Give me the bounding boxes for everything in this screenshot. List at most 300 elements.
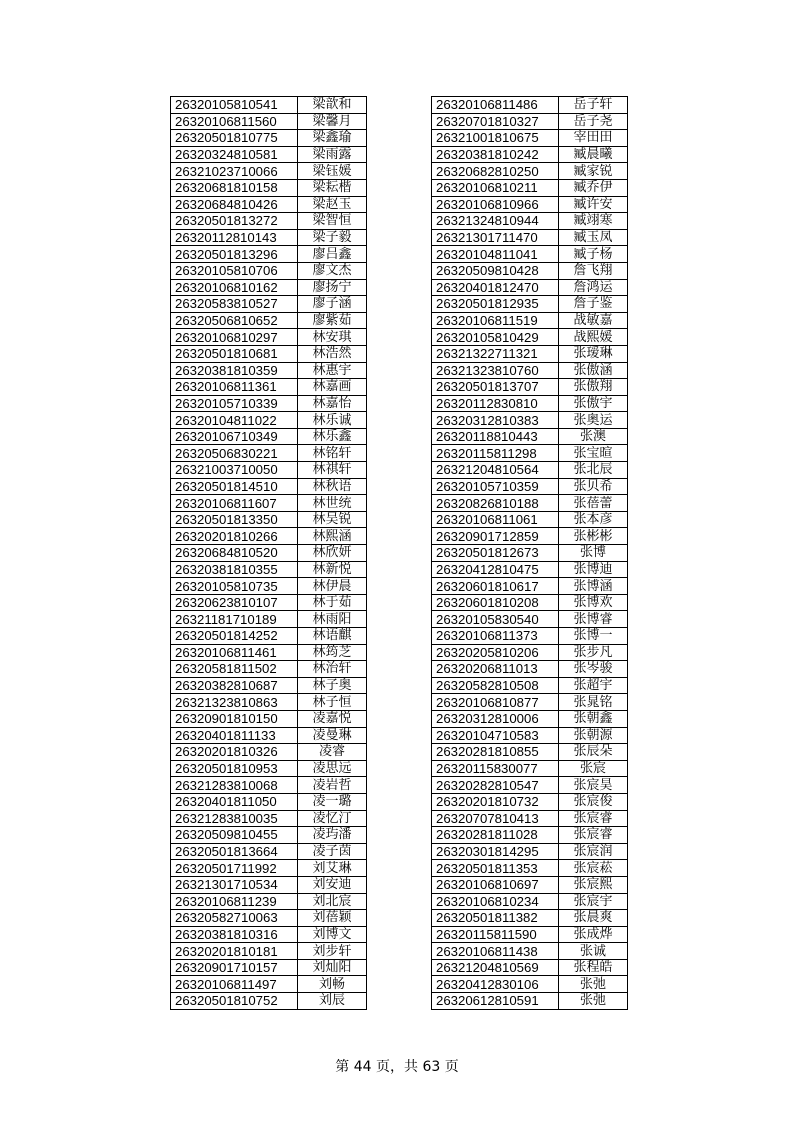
student-name-cell: 刘辰 — [298, 993, 367, 1010]
student-name-cell: 梁智恒 — [298, 213, 367, 230]
student-name-cell: 张傲涵 — [559, 362, 628, 379]
student-name-cell: 岳子尧 — [559, 113, 628, 130]
table-row — [432, 827, 628, 844]
student-name-cell: 张弛 — [559, 993, 628, 1010]
student-name-cell: 林于茹 — [298, 594, 367, 611]
exam-number-cell: 26320115830077 — [432, 760, 559, 777]
exam-number-cell: 26321204810564 — [432, 462, 559, 479]
table-row — [432, 959, 628, 976]
table-row — [432, 710, 628, 727]
exam-number-cell: 26320106811519 — [432, 312, 559, 329]
student-name-cell: 林吴锐 — [298, 511, 367, 528]
exam-number-cell: 26320412830106 — [432, 976, 559, 993]
table-row — [171, 379, 367, 396]
exam-number-cell: 26320105810429 — [432, 329, 559, 346]
table-row — [432, 462, 628, 479]
table-row — [171, 528, 367, 545]
exam-number-cell: 26320301814295 — [432, 843, 559, 860]
exam-number-cell: 26321181710189 — [171, 611, 298, 628]
student-name-cell: 张宸 — [559, 760, 628, 777]
table-row — [432, 312, 628, 329]
exam-number-cell: 26320501812935 — [432, 296, 559, 313]
table-row — [171, 213, 367, 230]
student-name-cell: 臧许安 — [559, 196, 628, 213]
exam-number-cell: 26320501813707 — [432, 379, 559, 396]
table-row — [171, 594, 367, 611]
exam-number-cell: 26320501813350 — [171, 511, 298, 528]
exam-number-cell: 26320501810752 — [171, 993, 298, 1010]
table-row — [171, 843, 367, 860]
table-row — [432, 395, 628, 412]
table-row — [432, 561, 628, 578]
table-row — [171, 511, 367, 528]
table-row — [432, 213, 628, 230]
student-name-cell: 张晁铭 — [559, 694, 628, 711]
table-row — [171, 345, 367, 362]
student-name-cell: 林雨阳 — [298, 611, 367, 628]
table-row — [432, 644, 628, 661]
exam-number-cell: 26320106810877 — [432, 694, 559, 711]
exam-number-cell: 26320509810428 — [432, 262, 559, 279]
exam-number-cell: 26320501814252 — [171, 628, 298, 645]
table-row — [432, 262, 628, 279]
student-name-cell: 张超宇 — [559, 677, 628, 694]
table-row — [171, 312, 367, 329]
table-row — [171, 578, 367, 595]
student-name-cell: 张澳 — [559, 428, 628, 445]
table-row — [432, 412, 628, 429]
exam-number-cell: 26321283810068 — [171, 777, 298, 794]
exam-number-cell: 26320501711992 — [171, 860, 298, 877]
exam-number-cell: 26320506830221 — [171, 445, 298, 462]
exam-number-cell: 26320106710349 — [171, 428, 298, 445]
exam-number-cell: 26320104811041 — [432, 246, 559, 263]
exam-number-cell: 26320901810150 — [171, 710, 298, 727]
table-row — [432, 113, 628, 130]
student-name-cell: 刘步轩 — [298, 943, 367, 960]
exam-number-cell: 26320105710339 — [171, 395, 298, 412]
exam-number-cell: 26321204810569 — [432, 959, 559, 976]
student-name-cell: 张奥运 — [559, 412, 628, 429]
table-row — [432, 926, 628, 943]
table-row — [171, 744, 367, 761]
table-row — [432, 130, 628, 147]
student-name-cell: 林浩然 — [298, 345, 367, 362]
page-footer: 第 44 页，共 63 页 — [335, 1059, 459, 1075]
exam-number-cell: 26320401812470 — [432, 279, 559, 296]
student-name-cell: 林世统 — [298, 495, 367, 512]
student-name-cell: 林惠宇 — [298, 362, 367, 379]
student-name-cell: 张宸熙 — [559, 876, 628, 893]
table-row — [171, 196, 367, 213]
exam-number-cell: 26320381810359 — [171, 362, 298, 379]
table-row — [432, 379, 628, 396]
student-name-cell: 廖紫茹 — [298, 312, 367, 329]
exam-number-cell: 26320106810211 — [432, 179, 559, 196]
student-name-cell: 张贝希 — [559, 478, 628, 495]
exam-number-cell: 26320381810242 — [432, 146, 559, 163]
table-row — [171, 910, 367, 927]
exam-number-cell: 26320106810162 — [171, 279, 298, 296]
table-row — [171, 395, 367, 412]
exam-number-cell: 26320582810508 — [432, 677, 559, 694]
student-name-cell: 梁子毅 — [298, 229, 367, 246]
exam-number-cell: 26320324810581 — [171, 146, 298, 163]
student-name-cell: 刘蓓颖 — [298, 910, 367, 927]
exam-number-cell: 26320509810455 — [171, 827, 298, 844]
table-row — [171, 860, 367, 877]
table-row — [171, 827, 367, 844]
exam-number-cell: 26320381810316 — [171, 926, 298, 943]
student-name-cell: 张蓓蕾 — [559, 495, 628, 512]
exam-number-cell: 26320106811061 — [432, 511, 559, 528]
student-name-cell: 张傲宇 — [559, 395, 628, 412]
exam-number-cell: 26320501810681 — [171, 345, 298, 362]
student-name-cell: 梁赵玉 — [298, 196, 367, 213]
student-name-cell: 臧玉凤 — [559, 229, 628, 246]
table-row — [432, 943, 628, 960]
exam-number-cell: 26320105830540 — [432, 611, 559, 628]
table-row — [171, 810, 367, 827]
student-name-cell: 张彬彬 — [559, 528, 628, 545]
table-row — [432, 793, 628, 810]
table-row — [432, 146, 628, 163]
table-row — [171, 130, 367, 147]
student-name-cell: 张晨爽 — [559, 910, 628, 927]
student-name-cell: 凌忆汀 — [298, 810, 367, 827]
exam-number-cell: 26320381810355 — [171, 561, 298, 578]
student-name-cell: 张诚 — [559, 943, 628, 960]
exam-number-cell: 26321003710050 — [171, 462, 298, 479]
table-row — [432, 578, 628, 595]
exam-number-cell: 26320682810250 — [432, 163, 559, 180]
table-row — [432, 993, 628, 1010]
student-name-cell: 战熙媛 — [559, 329, 628, 346]
student-name-cell: 凌岩哲 — [298, 777, 367, 794]
table-row — [171, 959, 367, 976]
table-row — [171, 976, 367, 993]
exam-number-cell: 26320901710157 — [171, 959, 298, 976]
student-name-cell: 廖子涵 — [298, 296, 367, 313]
table-row — [432, 760, 628, 777]
exam-number-cell: 26320106811373 — [432, 628, 559, 645]
student-name-cell: 廖扬宁 — [298, 279, 367, 296]
table-row — [171, 893, 367, 910]
table-row — [171, 710, 367, 727]
student-name-cell: 凌嘉悦 — [298, 710, 367, 727]
student-name-cell: 林嘉画 — [298, 379, 367, 396]
student-name-cell: 臧家锐 — [559, 163, 628, 180]
student-name-cell: 廖吕鑫 — [298, 246, 367, 263]
student-name-cell: 刘博文 — [298, 926, 367, 943]
exam-number-cell: 26320106811486 — [432, 97, 559, 114]
exam-number-cell: 26320105810735 — [171, 578, 298, 595]
exam-number-cell: 26320105810541 — [171, 97, 298, 114]
table-row — [432, 511, 628, 528]
exam-number-cell: 26320401811133 — [171, 727, 298, 744]
student-name-cell: 张博迪 — [559, 561, 628, 578]
table-row — [432, 694, 628, 711]
student-name-cell: 梁鑫瑜 — [298, 130, 367, 147]
exam-number-cell: 26321301711470 — [432, 229, 559, 246]
exam-number-cell: 26321324810944 — [432, 213, 559, 230]
table-row — [432, 329, 628, 346]
student-name-cell: 詹子鉴 — [559, 296, 628, 313]
exam-number-cell: 26320684810520 — [171, 545, 298, 562]
student-name-cell: 张程皓 — [559, 959, 628, 976]
table-row — [171, 727, 367, 744]
table-row — [171, 793, 367, 810]
exam-number-cell: 26320583810527 — [171, 296, 298, 313]
student-name-cell: 张傲翔 — [559, 379, 628, 396]
exam-number-cell: 26320105710359 — [432, 478, 559, 495]
exam-number-cell: 26320118810443 — [432, 428, 559, 445]
exam-number-cell: 26320501811353 — [432, 860, 559, 877]
student-name-cell: 臧晨曦 — [559, 146, 628, 163]
student-name-cell: 张步凡 — [559, 644, 628, 661]
table-row — [432, 976, 628, 993]
exam-number-cell: 26320506810652 — [171, 312, 298, 329]
student-name-cell: 张博睿 — [559, 611, 628, 628]
exam-number-cell: 26320501813296 — [171, 246, 298, 263]
student-name-cell: 林欣妍 — [298, 545, 367, 562]
right-roster-table — [431, 96, 628, 1010]
student-name-cell: 林秋语 — [298, 478, 367, 495]
exam-number-cell: 26320681810158 — [171, 179, 298, 196]
student-name-cell: 臧乔伊 — [559, 179, 628, 196]
table-row — [432, 843, 628, 860]
student-name-cell: 张宸睿 — [559, 827, 628, 844]
student-name-cell: 梁雨露 — [298, 146, 367, 163]
student-name-cell: 梁钰媛 — [298, 163, 367, 180]
table-row — [432, 428, 628, 445]
student-name-cell: 张弛 — [559, 976, 628, 993]
student-name-cell: 林筠芝 — [298, 644, 367, 661]
student-name-cell: 林嘉怡 — [298, 395, 367, 412]
student-name-cell: 林熙涵 — [298, 528, 367, 545]
table-row — [432, 810, 628, 827]
student-name-cell: 梁歆和 — [298, 97, 367, 114]
exam-number-cell: 26320115811590 — [432, 926, 559, 943]
student-name-cell: 张北辰 — [559, 462, 628, 479]
student-name-cell: 刘安迪 — [298, 876, 367, 893]
table-row — [171, 694, 367, 711]
table-row — [432, 744, 628, 761]
exam-number-cell: 26320312810383 — [432, 412, 559, 429]
exam-number-cell: 26320601810617 — [432, 578, 559, 595]
table-row — [432, 246, 628, 263]
exam-number-cell: 26320282810547 — [432, 777, 559, 794]
student-name-cell: 梁耘楷 — [298, 179, 367, 196]
table-row — [171, 644, 367, 661]
table-row — [432, 528, 628, 545]
exam-number-cell: 26320104811022 — [171, 412, 298, 429]
left-roster-table — [170, 96, 367, 1010]
student-name-cell: 刘畅 — [298, 976, 367, 993]
exam-number-cell: 26320501810775 — [171, 130, 298, 147]
table-row — [432, 229, 628, 246]
student-name-cell: 詹飞翔 — [559, 262, 628, 279]
student-name-cell: 张博一 — [559, 628, 628, 645]
table-row — [171, 876, 367, 893]
exam-number-cell: 26320201810181 — [171, 943, 298, 960]
exam-number-cell: 26320104710583 — [432, 727, 559, 744]
table-row — [432, 910, 628, 927]
student-name-cell: 刘北宸 — [298, 893, 367, 910]
student-name-cell: 张朝鑫 — [559, 710, 628, 727]
exam-number-cell: 26321323810760 — [432, 362, 559, 379]
table-row — [432, 279, 628, 296]
exam-number-cell: 26320412810475 — [432, 561, 559, 578]
student-name-cell: 林子恒 — [298, 694, 367, 711]
table-row — [432, 876, 628, 893]
table-row — [432, 677, 628, 694]
student-name-cell: 林治轩 — [298, 661, 367, 678]
table-row — [432, 362, 628, 379]
exam-number-cell: 26320612810591 — [432, 993, 559, 1010]
student-name-cell: 凌曼琳 — [298, 727, 367, 744]
table-row — [171, 445, 367, 462]
table-row — [432, 478, 628, 495]
student-name-cell: 张宸润 — [559, 843, 628, 860]
table-row — [432, 163, 628, 180]
table-row — [432, 495, 628, 512]
exam-number-cell: 26321283810035 — [171, 810, 298, 827]
table-row — [432, 545, 628, 562]
table-row — [171, 495, 367, 512]
student-name-cell: 林语麒 — [298, 628, 367, 645]
exam-number-cell: 26320106811607 — [171, 495, 298, 512]
table-row — [171, 262, 367, 279]
student-name-cell: 张宸睿 — [559, 810, 628, 827]
exam-number-cell: 26320312810006 — [432, 710, 559, 727]
exam-number-cell: 26320106810966 — [432, 196, 559, 213]
table-row — [432, 777, 628, 794]
table-row — [171, 926, 367, 943]
table-row — [432, 296, 628, 313]
exam-number-cell: 26320684810426 — [171, 196, 298, 213]
table-row — [171, 146, 367, 163]
student-name-cell: 臧子杨 — [559, 246, 628, 263]
student-name-cell: 张宝暄 — [559, 445, 628, 462]
table-row — [432, 628, 628, 645]
exam-number-cell: 26320501814510 — [171, 478, 298, 495]
exam-number-cell: 26320106811497 — [171, 976, 298, 993]
exam-number-cell: 26320106810697 — [432, 876, 559, 893]
exam-number-cell: 26320106811438 — [432, 943, 559, 960]
exam-number-cell: 26320623810107 — [171, 594, 298, 611]
table-row — [171, 611, 367, 628]
exam-number-cell: 26320582710063 — [171, 910, 298, 927]
table-row — [171, 113, 367, 130]
student-name-cell: 张博涵 — [559, 578, 628, 595]
table-row — [432, 594, 628, 611]
student-name-cell: 林子奥 — [298, 677, 367, 694]
exam-number-cell: 26320501813664 — [171, 843, 298, 860]
student-name-cell: 林乐诚 — [298, 412, 367, 429]
table-row — [432, 611, 628, 628]
exam-number-cell: 26320106810234 — [432, 893, 559, 910]
student-name-cell: 林伊晨 — [298, 578, 367, 595]
student-name-cell: 张宸昊 — [559, 777, 628, 794]
exam-number-cell: 26320707810413 — [432, 810, 559, 827]
student-name-cell: 廖文杰 — [298, 262, 367, 279]
exam-number-cell: 26320826810188 — [432, 495, 559, 512]
table-row — [171, 993, 367, 1010]
student-name-cell: 张瑷琳 — [559, 345, 628, 362]
student-name-cell: 张宸宇 — [559, 893, 628, 910]
table-row — [171, 628, 367, 645]
student-name-cell: 林祺轩 — [298, 462, 367, 479]
table-row — [171, 229, 367, 246]
exam-number-cell: 26320106811361 — [171, 379, 298, 396]
table-row — [432, 196, 628, 213]
student-name-cell: 宰田田 — [559, 130, 628, 147]
exam-number-cell: 26320601810208 — [432, 594, 559, 611]
student-name-cell: 张岑骏 — [559, 661, 628, 678]
exam-number-cell: 26321301710534 — [171, 876, 298, 893]
exam-number-cell: 26320701810327 — [432, 113, 559, 130]
table-row — [171, 777, 367, 794]
exam-number-cell: 26320106811560 — [171, 113, 298, 130]
table-row — [171, 677, 367, 694]
table-row — [171, 478, 367, 495]
exam-number-cell: 26321322711321 — [432, 345, 559, 362]
exam-number-cell: 26320901712859 — [432, 528, 559, 545]
student-name-cell: 凌睿 — [298, 744, 367, 761]
exam-number-cell: 26320112810143 — [171, 229, 298, 246]
table-row — [171, 561, 367, 578]
table-row — [171, 362, 367, 379]
table-row — [171, 428, 367, 445]
student-name-cell: 林铭轩 — [298, 445, 367, 462]
table-row — [432, 727, 628, 744]
student-name-cell: 张宸俊 — [559, 793, 628, 810]
table-row — [432, 179, 628, 196]
exam-number-cell: 26320281810855 — [432, 744, 559, 761]
exam-number-cell: 26320205810206 — [432, 644, 559, 661]
student-name-cell: 林新悦 — [298, 561, 367, 578]
exam-number-cell: 26320112830810 — [432, 395, 559, 412]
table-row — [171, 329, 367, 346]
exam-number-cell: 26320106811461 — [171, 644, 298, 661]
student-name-cell: 刘灿阳 — [298, 959, 367, 976]
exam-number-cell: 26321323810863 — [171, 694, 298, 711]
table-row — [432, 345, 628, 362]
exam-number-cell: 26321001810675 — [432, 130, 559, 147]
table-row — [171, 760, 367, 777]
table-row — [171, 943, 367, 960]
table-row — [432, 97, 628, 114]
student-name-cell: 凌一璐 — [298, 793, 367, 810]
table-row — [171, 163, 367, 180]
exam-number-cell: 26320115811298 — [432, 445, 559, 462]
exam-number-cell: 26320401811050 — [171, 793, 298, 810]
table-row — [171, 661, 367, 678]
table-row — [171, 545, 367, 562]
exam-number-cell: 26320206811013 — [432, 661, 559, 678]
table-row — [432, 445, 628, 462]
exam-number-cell: 26320382810687 — [171, 677, 298, 694]
student-name-cell: 凌思远 — [298, 760, 367, 777]
table-row — [171, 246, 367, 263]
exam-number-cell: 26320106810297 — [171, 329, 298, 346]
student-name-cell: 战敏嘉 — [559, 312, 628, 329]
table-row — [432, 893, 628, 910]
exam-number-cell: 26320201810266 — [171, 528, 298, 545]
exam-number-cell: 26320281811028 — [432, 827, 559, 844]
exam-number-cell: 26320501811382 — [432, 910, 559, 927]
